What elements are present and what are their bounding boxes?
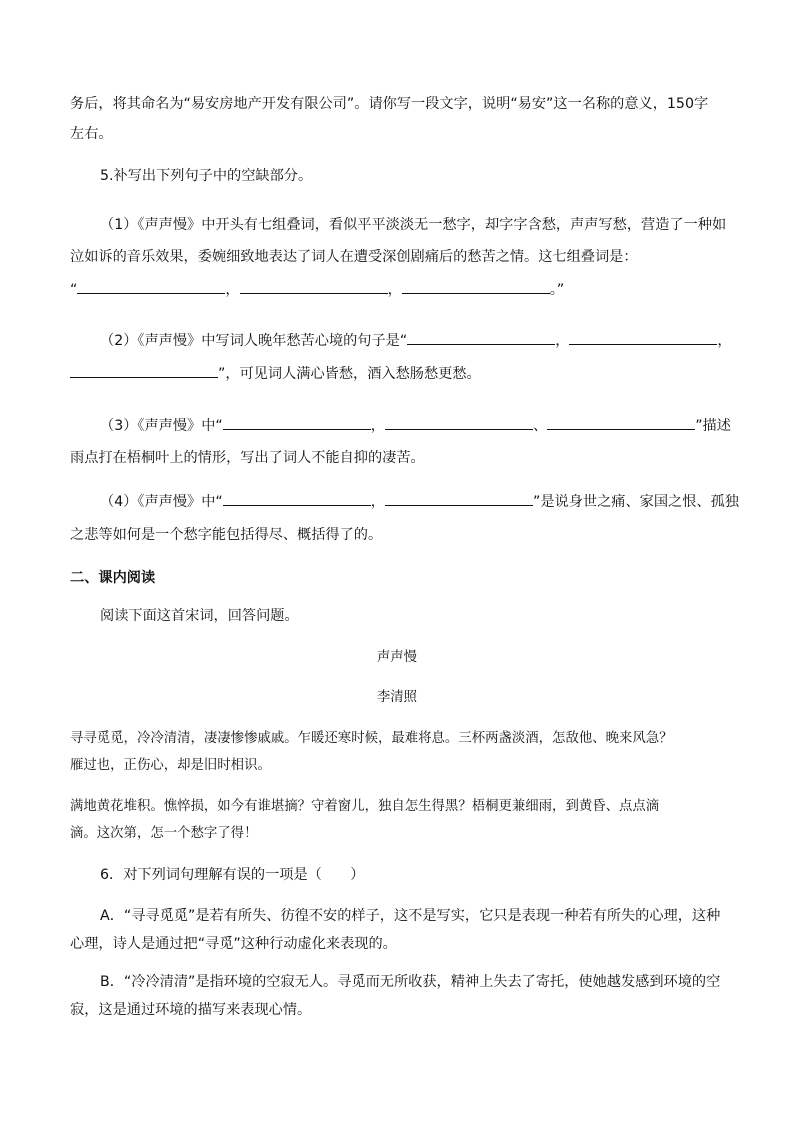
fill-blank[interactable]	[385, 417, 533, 430]
q5-item2-line2	[70, 364, 481, 384]
q5-item2-line1	[100, 331, 732, 351]
q5-item4-line1	[100, 492, 739, 512]
open-quote: “	[70, 282, 78, 298]
fill-blank[interactable]	[223, 417, 371, 430]
fill-blank[interactable]	[77, 281, 225, 294]
q6-option-b-line2: 寂，这是通过环境的描写来表现心情。	[70, 1002, 312, 1018]
fill-blank[interactable]	[70, 365, 218, 378]
question-6-stem: 6．对下列词句理解有误的一项是（ ）	[100, 867, 365, 883]
poem-p1-line2: 雁过也，正伤心，却是旧时相识。	[70, 758, 271, 773]
continuation-line-1: 务后，将其命名为“易安房地产开发有限公司”。请你写一段文字，说明“易安”这一名称的意义，150字	[70, 96, 709, 112]
separator: ，	[387, 282, 402, 298]
q5-item4-line2: 之悲等如何是一个愁字能包括得尽、概括得了的。	[70, 527, 383, 543]
fill-blank[interactable]	[223, 493, 371, 506]
q5-item3-prefix: （3）《声声慢》中“	[100, 418, 223, 434]
poem-author: 李清照	[376, 690, 418, 705]
poem-p2-line2: 滴。这次第，怎一个愁字了得！	[70, 826, 258, 841]
fill-blank[interactable]	[385, 493, 533, 506]
fill-blank[interactable]	[402, 281, 550, 294]
fill-blank[interactable]	[240, 281, 388, 294]
q5-item2-prefix: （2）《声声慢》中写词人晚年愁苦心境的句子是“	[100, 333, 408, 349]
separator: ，	[717, 333, 732, 349]
continuation-line-2: 左右。	[70, 126, 113, 142]
separator: ，	[555, 333, 570, 349]
q6-option-a-line1: A．“寻寻觅觅”是若有所失、彷徨不安的样子，这不是写实，它只是表现一种若有所失的心理，这种	[100, 908, 721, 924]
q6-option-a-line2: 心理，诗人是通过把“寻觅”这种行动虚化来表现的。	[70, 936, 397, 952]
poem-p2-line1: 满地黄花堆积。憔悴损，如今有谁堪摘？守着窗儿，独自怎生得黑？梧桐更兼细雨，到黄昏、点点滴	[70, 799, 660, 814]
fill-blank[interactable]	[569, 332, 717, 345]
q5-item3-line2: 雨点打在梧桐叶上的情形，写出了词人不能自抑的凄苦。	[70, 450, 425, 466]
poem-p1-line1: 寻寻觅觅，冷冷清清，凄凄惨惨戚戚。乍暖还寒时候，最难将息。三杯两盏淡酒，怎敌他、晚来风急？	[70, 731, 673, 746]
separator: ，	[370, 494, 385, 510]
fill-blank[interactable]	[407, 332, 555, 345]
q6-option-b-line1: B．“冷冷清清”是指环境的空寂无人。寻觅而无所收获，精神上失去了寄托，使她越发感到环境的空	[100, 974, 721, 990]
q5-item4-suffix: ”是说身世之痛、家国之恨、孤独	[532, 494, 739, 510]
q5-item2-suffix: ”，可见词人满心皆愁，酒入愁肠愁更愁。	[218, 366, 481, 382]
section-heading: 二、课内阅读	[70, 570, 156, 586]
q5-item1-line2: 泣如诉的音乐效果，委婉细致地表达了词人在遭受深创剧痛后的愁苦之情。这七组叠词是：	[70, 249, 638, 265]
q5-item1-blanks	[70, 280, 564, 300]
q5-item3-line1	[100, 416, 731, 436]
q5-item1-line1: （1）《声声慢》中开头有七组叠词，看似平平淡淡无一愁字，却字字含愁，声声写愁，营造了一种如	[100, 217, 727, 233]
section-intro: 阅读下面这首宋词，回答问题。	[100, 608, 299, 624]
close-quote: 。”	[549, 282, 565, 298]
q5-item4-prefix: （4）《声声慢》中“	[100, 494, 223, 510]
question-5-title: 5.补写出下列句子中的空缺部分。	[100, 168, 313, 184]
separator: ，	[370, 418, 385, 434]
separator: 、	[532, 418, 548, 434]
q5-item3-suffix: ”描述	[695, 418, 731, 434]
poem-title: 声声慢	[376, 650, 418, 665]
separator: ，	[225, 282, 240, 298]
fill-blank[interactable]	[547, 417, 695, 430]
